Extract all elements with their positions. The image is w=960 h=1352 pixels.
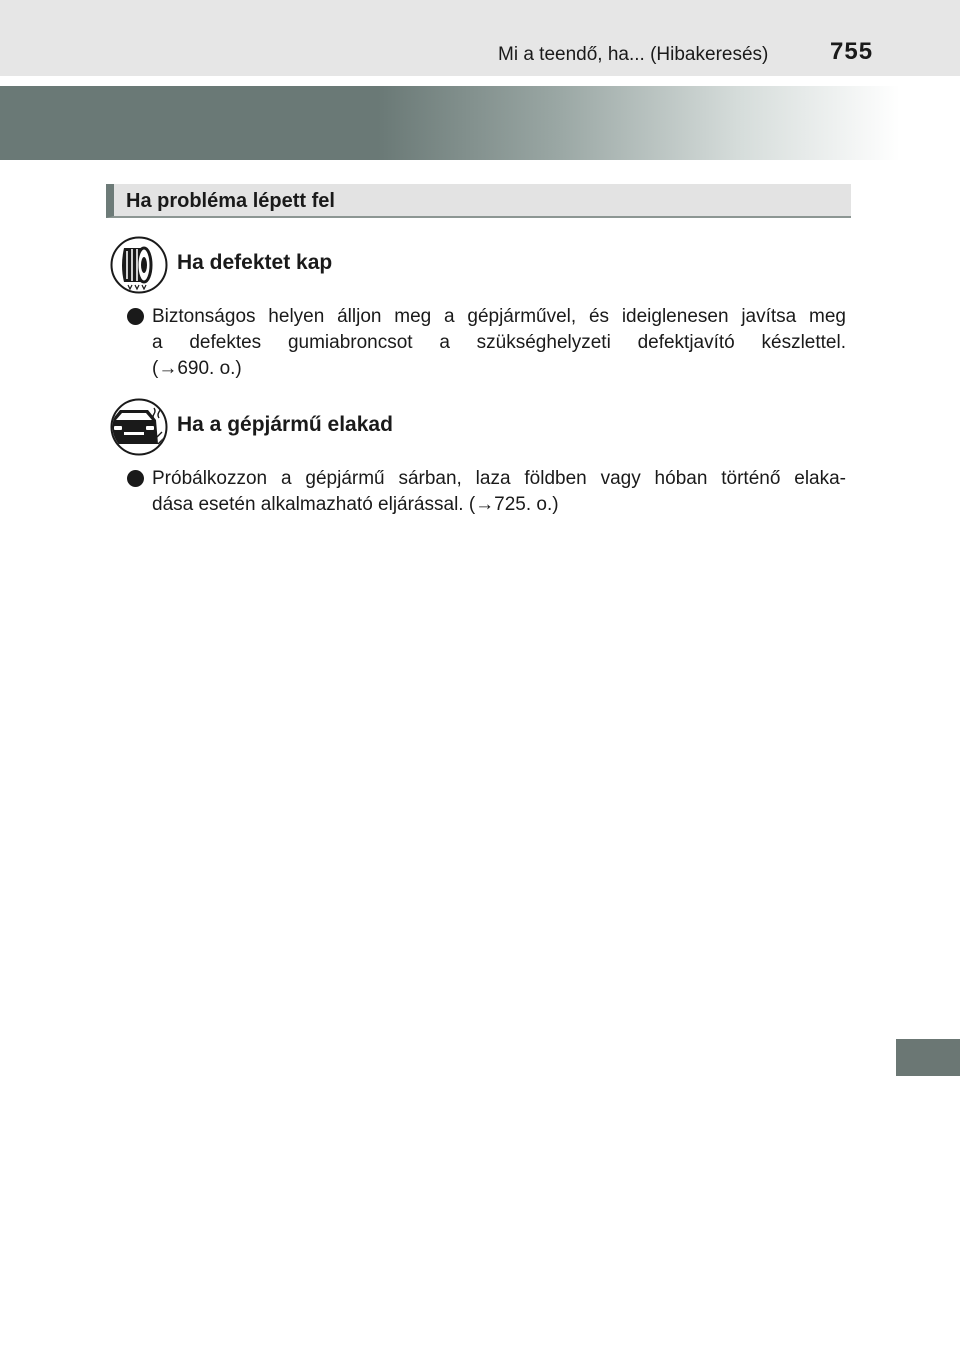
text-line: Biztonságos helyen álljon meg a gépjárművel, és ideiglenesen javítsa meg <box>152 306 846 327</box>
text-line: Próbálkozzon a gépjármű sárban, laza földben vagy hóban történő elaka- <box>152 468 846 489</box>
chapter-banner <box>0 86 900 160</box>
section-title: Ha probléma lépett fel <box>126 190 335 212</box>
running-title: Mi a teendő, ha... (Hibakeresés) <box>498 44 769 65</box>
flat-tire-icon <box>110 236 168 294</box>
page-number: 755 <box>830 38 874 65</box>
topic-title-flat-tire: Ha defektet kap <box>177 251 333 274</box>
text-line: a defektes gumiabroncsot a szükséghelyzeti defektjavító készlettel. <box>152 332 846 353</box>
section-header <box>106 184 851 218</box>
topic-text-flat-tire <box>152 304 846 382</box>
bullet <box>127 470 144 487</box>
text-line: (→690. o.) <box>152 358 242 379</box>
text-line: dása esetén alkalmazható eljárással. (→725. o.) <box>152 494 559 515</box>
topic-title-stuck-vehicle: Ha a gépjármű elakad <box>177 413 393 436</box>
chapter-side-tab <box>896 1039 960 1076</box>
top-header-band <box>0 0 960 76</box>
stuck-vehicle-icon <box>110 398 168 456</box>
topic-text-stuck-vehicle <box>152 466 846 518</box>
bullet <box>127 308 144 325</box>
